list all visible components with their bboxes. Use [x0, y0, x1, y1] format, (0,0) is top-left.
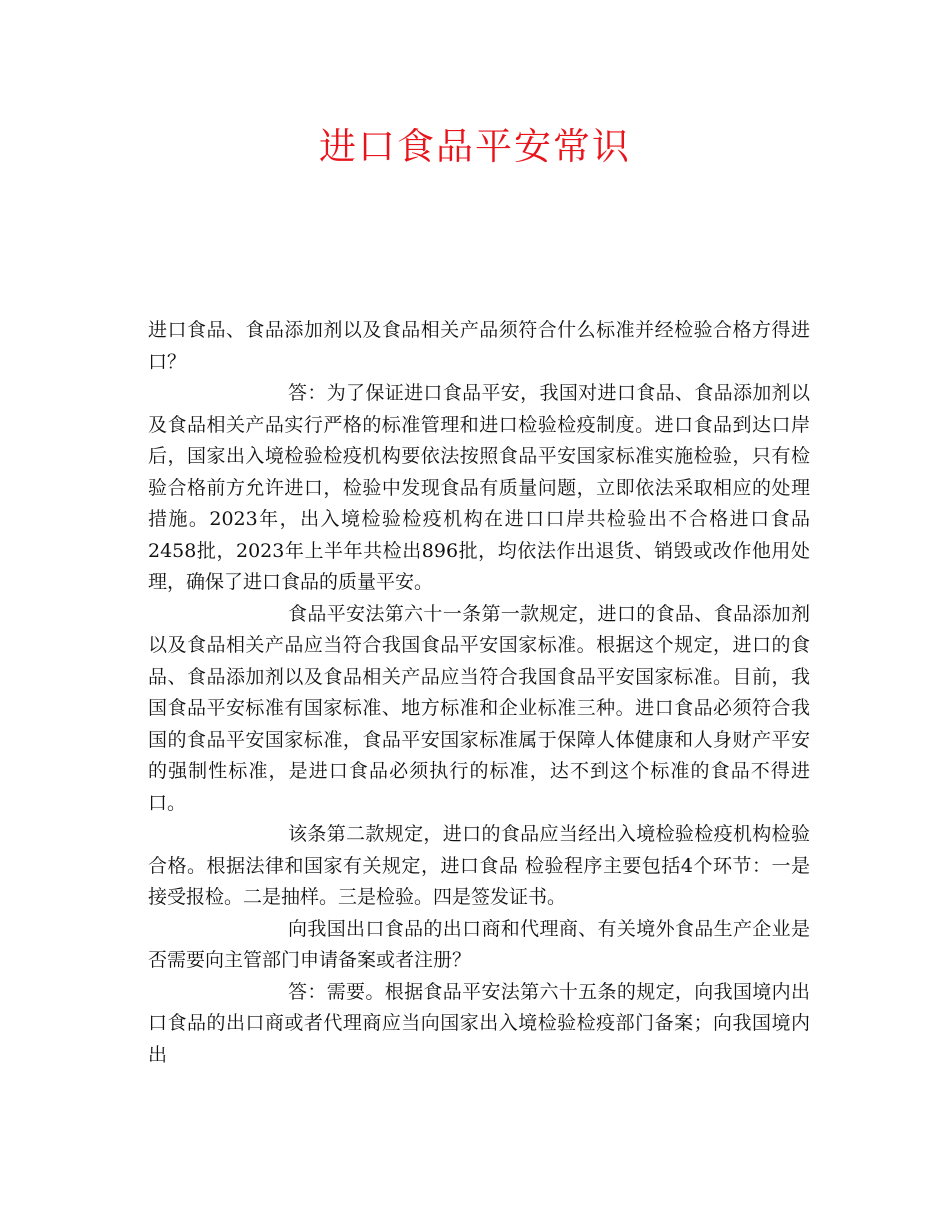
paragraph-answer-1: 答：为了保证进口食品平安，我国对进口食品、食品添加剂以及食品相关产品实行严格的标准管理和进口检验检疫制度。进口食品到达口岸后，国家出入境检验检疫机构要依法按照食品平安国家标准实施检验，只有检验合格前方允许进口，检验中发现食品有质量问题，立即依法采取相应的处理措施。2023年，出入境检验检疫机构在进口口岸共检验出不合格进口食品2458批，2023年上半年共检出896批，均依法作出退货、销毁或改作他用处理，确保了进口食品的质量平安。 — [148, 382, 810, 593]
document-title: 进口食品平安常识 — [319, 125, 631, 168]
paragraph-law-article-61: 食品平安法第六十一条第一款规定，进口的食品、食品添加剂以及食品相关产品应当符合我国食品平安国家标准。根据这个规定，进口的食品、食品添加剂以及食品相关产品应当符合我国食品平安国家标准。目前，我国食品平安标准有国家标准、地方标准和企业标准三种。进口食品必须符合我国的食品平安国家标准，食品平安国家标准属于保障人体健康和人身财产平安的强制性标准，是进口食品必须执行的标准，达不到这个标准的食品不得进口。 — [148, 602, 810, 814]
paragraph-answer-2: 答：需要。根据食品平安法第六十五条的规定，向我国境内出口食品的出口商或者代理商应当向国家出入境检验检疫部门备案；向我国境内出 — [148, 980, 810, 1066]
paragraph-second-clause: 该条第二款规定，进口的食品应当经出入境检验检疫机构检验合格。根据法律和国家有关规定，进口食品 检验程序主要包括4个环节：一是接受报检。二是抽样。三是检验。四是签发证书。 — [148, 823, 810, 908]
paragraph-question-2: 向我国出口食品的出口商和代理商、有关境外食品生产企业是否需要向主管部门申请备案或者注册？ — [148, 917, 810, 971]
paragraph-question-1: 进口食品、食品添加剂以及食品相关产品须符合什么标准并经检验合格方得进口？ — [148, 319, 810, 373]
document-body — [148, 315, 810, 1071]
